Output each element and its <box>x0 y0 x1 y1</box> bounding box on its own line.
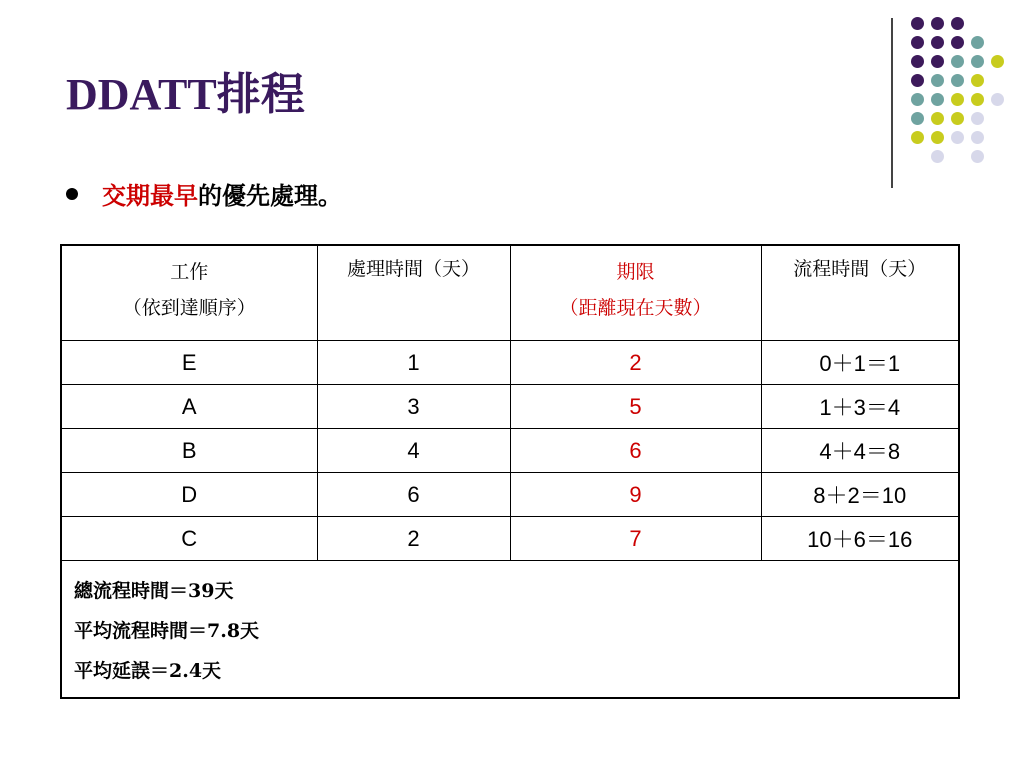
cell-due: 7 <box>510 517 761 561</box>
header-job <box>61 245 317 341</box>
decorative-dot <box>951 93 964 106</box>
header-processing-time-label: 處理時間（天） <box>346 258 480 280</box>
table-row <box>61 429 959 473</box>
decorative-dot <box>951 17 964 30</box>
decorative-dot <box>931 93 944 106</box>
decorative-divider <box>891 18 893 188</box>
cell-time: 4 <box>317 429 510 473</box>
decorative-dot <box>911 17 924 30</box>
decorative-dot <box>911 112 924 125</box>
decorative-dot <box>991 93 1004 106</box>
header-job-line2: （依到達順序） <box>122 297 256 319</box>
decorative-dot <box>971 131 984 144</box>
decorative-dot <box>971 74 984 87</box>
decorative-dot <box>911 74 924 87</box>
cell-due: 6 <box>510 429 761 473</box>
header-due-line1: 期限 <box>616 261 655 283</box>
cell-time: 2 <box>317 517 510 561</box>
cell-time: 6 <box>317 473 510 517</box>
summary-total-flow: 總流程時間＝39天 <box>74 580 234 602</box>
decorative-dot <box>971 93 984 106</box>
cell-job: C <box>61 517 317 561</box>
table-row <box>61 517 959 561</box>
header-flow-time-label: 流程時間（天） <box>793 258 927 280</box>
decorative-dot <box>911 55 924 68</box>
decorative-dot <box>991 55 1004 68</box>
summary-row <box>61 561 959 699</box>
decorative-dot <box>931 131 944 144</box>
decorative-dot <box>951 36 964 49</box>
bullet-emphasis: 交期最早 <box>102 181 198 210</box>
cell-job: E <box>61 341 317 385</box>
bullet-text: 的優先處理。 <box>198 181 342 210</box>
decorative-dot <box>931 150 944 163</box>
summary-average-tardiness: 平均延誤＝2.4天 <box>74 660 222 682</box>
decorative-dot <box>911 93 924 106</box>
decorative-dot <box>971 150 984 163</box>
header-due-date <box>510 245 761 341</box>
summary-average-flow: 平均流程時間＝7.8天 <box>74 620 260 642</box>
decorative-dot <box>931 17 944 30</box>
decorative-dot <box>971 112 984 125</box>
schedule-table <box>60 244 960 699</box>
decorative-dot <box>971 55 984 68</box>
header-due-line2: （距離現在天數） <box>559 297 712 319</box>
decorative-dot <box>931 74 944 87</box>
decorative-dot <box>951 55 964 68</box>
cell-flow: 8＋2＝10 <box>761 473 959 517</box>
table-row <box>61 385 959 429</box>
cell-due: 9 <box>510 473 761 517</box>
decorative-dot <box>951 112 964 125</box>
cell-flow: 10＋6＝16 <box>761 517 959 561</box>
decorative-dot <box>911 36 924 49</box>
decorative-dot <box>951 131 964 144</box>
cell-due: 2 <box>510 341 761 385</box>
header-processing-time <box>317 245 510 341</box>
decorative-dot <box>911 131 924 144</box>
cell-job: B <box>61 429 317 473</box>
summary-cell <box>61 561 959 699</box>
cell-time: 1 <box>317 341 510 385</box>
cell-flow: 4＋4＝8 <box>761 429 959 473</box>
table-row <box>61 341 959 385</box>
decorative-dot <box>931 55 944 68</box>
slide-title: DDATT排程 <box>66 70 305 119</box>
decorative-dot <box>971 36 984 49</box>
table-row <box>61 473 959 517</box>
cell-job: A <box>61 385 317 429</box>
decorative-dot <box>951 74 964 87</box>
decorative-dot <box>931 112 944 125</box>
decorative-dot <box>931 36 944 49</box>
header-job-line1: 工作 <box>170 261 209 283</box>
bullet-point <box>66 176 342 211</box>
cell-due: 5 <box>510 385 761 429</box>
cell-flow: 1＋3＝4 <box>761 385 959 429</box>
cell-flow: 0＋1＝1 <box>761 341 959 385</box>
cell-time: 3 <box>317 385 510 429</box>
header-flow-time <box>761 245 959 341</box>
bullet-icon <box>66 188 78 200</box>
table-header-row <box>61 245 959 341</box>
cell-job: D <box>61 473 317 517</box>
